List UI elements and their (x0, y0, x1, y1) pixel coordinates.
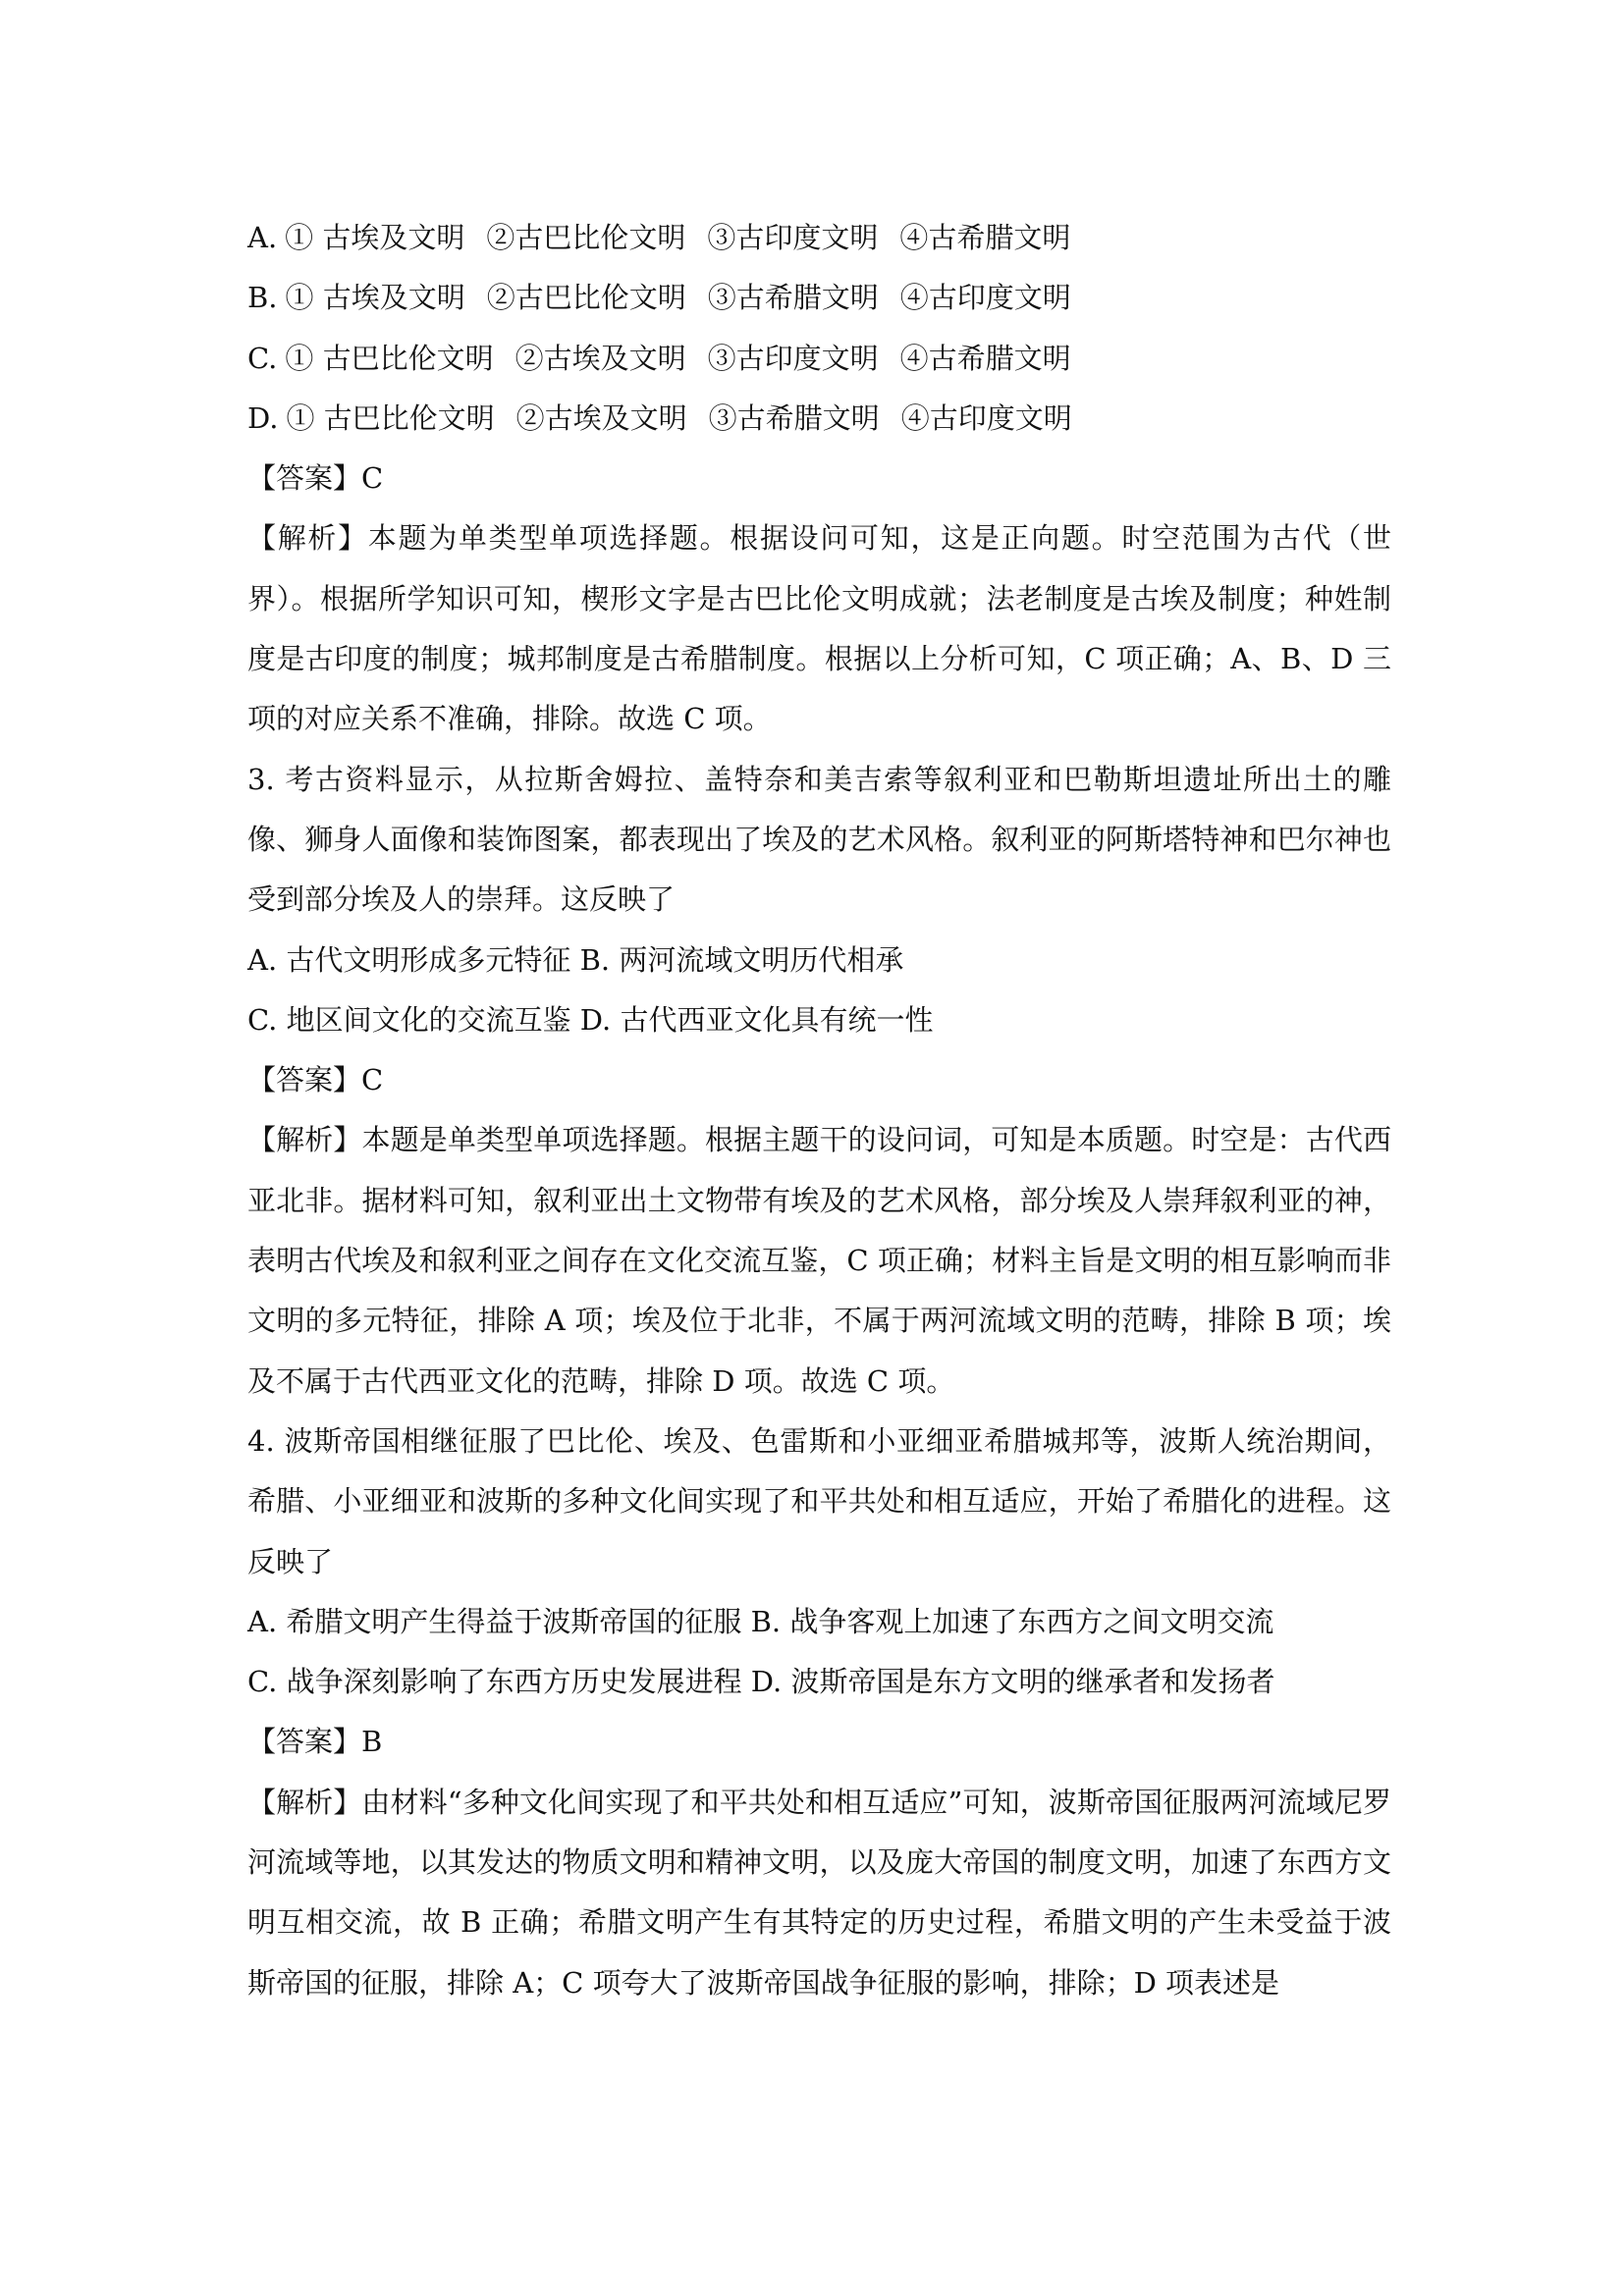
option-item: ②古巴比伦文明 (486, 221, 686, 254)
option-item: ③古希腊文明 (708, 400, 880, 435)
q3-options-ab: A. 古代文明形成多元特征 B. 两河流域文明历代相承 (247, 942, 904, 977)
option-item: ① 古埃及文明 (285, 221, 465, 254)
option-item: ④古印度文明 (900, 400, 1072, 435)
q4-stem: 4. 波斯帝国相继征服了巴比伦、埃及、色雷斯和小亚细亚希腊城邦等，波斯人统治期间，希腊、小亚细亚和波斯的多种文化间实现了和平共处和相互适应，开始了希腊化的进程。这反映了 (247, 1423, 1391, 1578)
option-label: B. (247, 281, 278, 315)
q2-options (247, 208, 1391, 449)
option-item: ②古埃及文明 (515, 400, 687, 435)
q2-option-d (247, 389, 1391, 449)
q4-options-cd: C. 战争深刻影响了东西方历史发展进程 D. 波斯帝国是东方文明的继承者和发扬者 (247, 1665, 1275, 1699)
option-label: D. (247, 400, 279, 435)
option-item: ②古埃及文明 (514, 341, 686, 375)
document-page (247, 208, 1391, 2013)
option-item: ③古印度文明 (707, 341, 879, 375)
option-label: A. (247, 221, 278, 254)
q3-options-cd: C. 地区间文化的交流互鉴 D. 古代西亚文化具有统一性 (247, 1002, 934, 1037)
option-item: ④古希腊文明 (899, 221, 1071, 254)
q3-answer: 【答案】C (247, 1063, 384, 1097)
q4-analysis: 【解析】由材料“多种文化间实现了和平共处和相互适应”可知，波斯帝国征服两河流域尼罗河流域等地，以其发达的物质文明和精神文明，以及庞大帝国的制度文明，加速了东西方文明互相交流，故 B 正确；希腊文明产生有其特定的历史过程，希腊文明的产生未受益于波斯帝国的征服，排除 A；C 项夸大了波斯帝国战争征服的影响，排除；D 项表述是 (247, 1785, 1391, 2000)
q2-option-b (247, 268, 1391, 328)
option-item: ③古印度文明 (707, 221, 879, 254)
q4-options-ab: A. 希腊文明产生得益于波斯帝国的征服 B. 战争客观上加速了东西方之间文明交流 (247, 1604, 1274, 1638)
q3-analysis: 【解析】本题是单类型单项选择题。根据主题干的设问词，可知是本质题。时空是：古代西亚北非。据材料可知，叙利亚出土文物带有埃及的艺术风格，部分埃及人崇拜叙利亚的神，表明古代埃及和叙利亚之间存在文化交流互鉴，C 项正确；材料主旨是文明的相互影响而非文明的多元特征，排除 A 项；埃及位于北非，不属于两河流域文明的范畴，排除 B 项；埃及不属于古代西亚文化的范畴，排除 D 项。故选 C 项。 (247, 1123, 1391, 1398)
q3-stem: 3. 考古资料显示，从拉斯舍姆拉、盖特奈和美吉索等叙利亚和巴勒斯坦遗址所出土的雕像、狮身人面像和装饰图案，都表现出了埃及的艺术风格。叙利亚的阿斯塔特神和巴尔神也受到部分埃及人的崇拜。这反映了 (247, 762, 1391, 917)
option-item: ③古希腊文明 (707, 281, 879, 315)
option-item: ④古印度文明 (899, 281, 1071, 315)
option-item: ① 古巴比伦文明 (285, 341, 494, 375)
option-item: ②古巴比伦文明 (486, 281, 686, 315)
option-label: C. (247, 341, 278, 375)
q2-option-a (247, 208, 1391, 268)
option-item: ① 古埃及文明 (285, 281, 465, 315)
option-item: ① 古巴比伦文明 (286, 400, 495, 435)
q2-answer: 【答案】C (247, 461, 384, 496)
q2-analysis: 【解析】本题为单类型单项选择题。根据设问可知，这是正向题。时空范围为古代（世界）。根据所学知识可知，楔形文字是古巴比伦文明成就；法老制度是古埃及制度；种姓制度是古印度的制度；城邦制度是古希腊制度。根据以上分析可知，C 项正确；A、B、D 三项的对应关系不准确，排除。故选 C 项。 (247, 521, 1391, 736)
option-item: ④古希腊文明 (899, 341, 1071, 375)
q2-option-c (247, 329, 1391, 389)
q4-answer: 【答案】B (247, 1725, 383, 1759)
